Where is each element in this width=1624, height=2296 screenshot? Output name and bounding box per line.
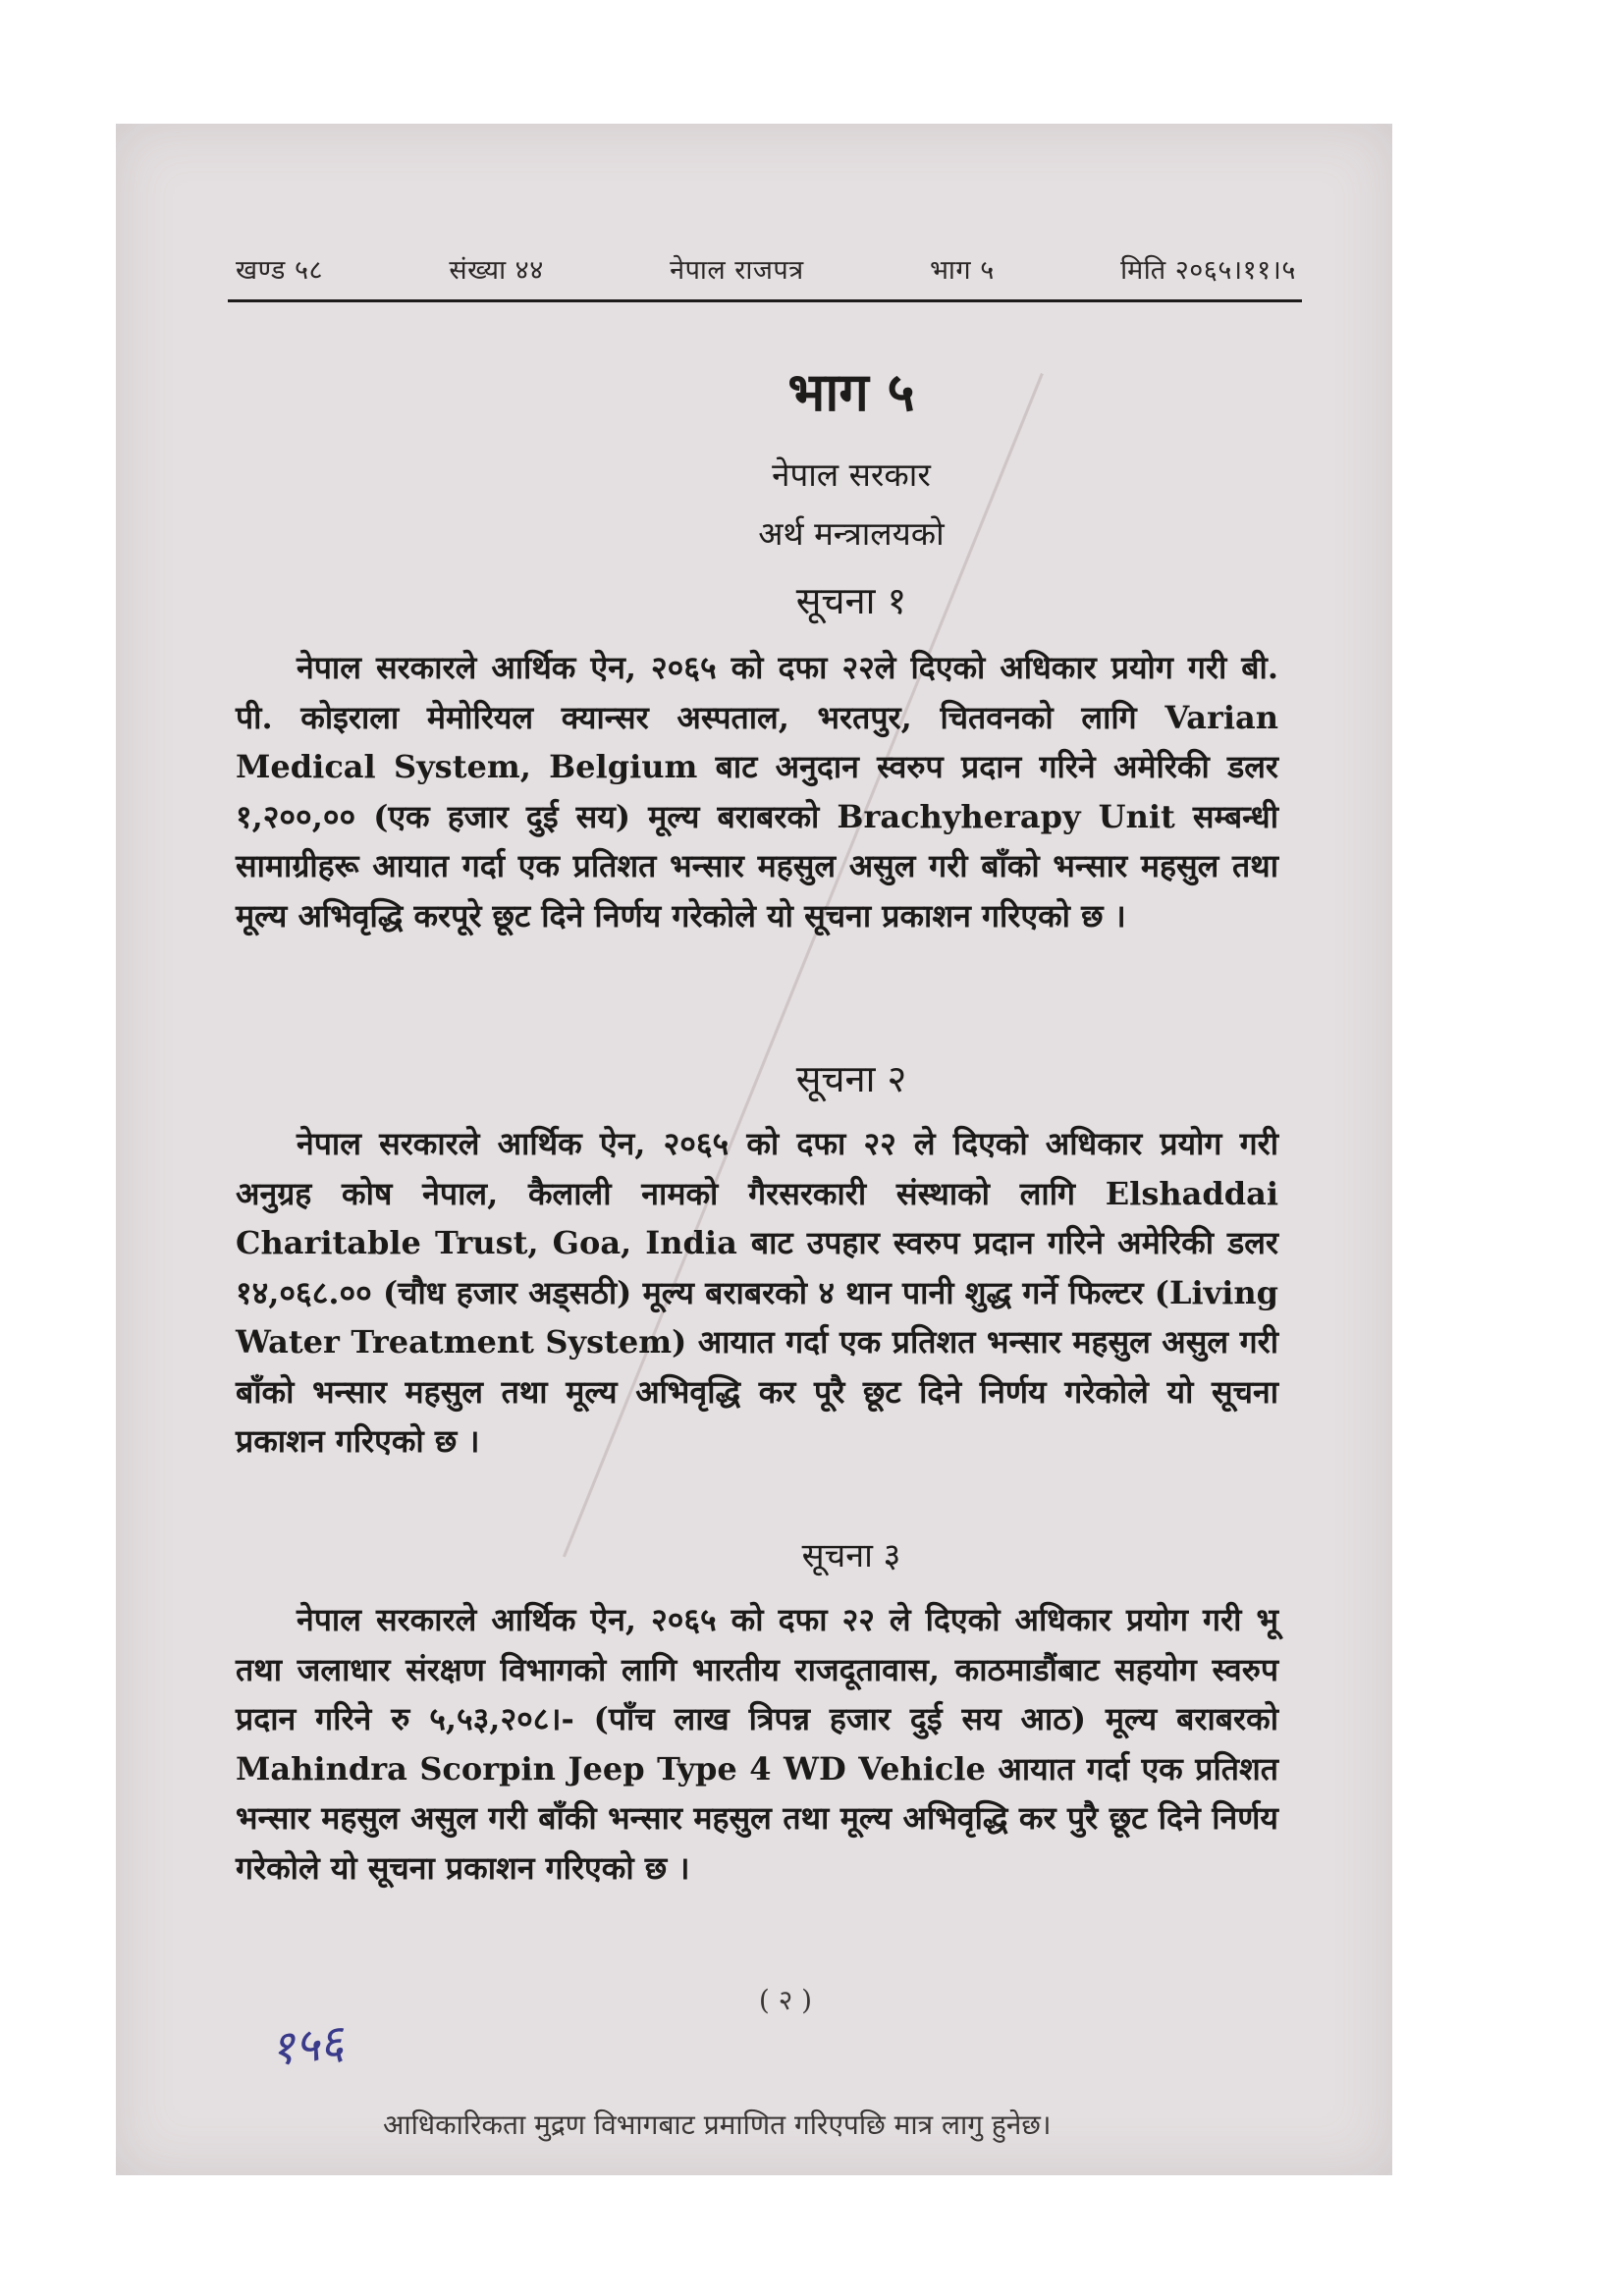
header-part: भाग ५: [929, 255, 995, 286]
running-header: [236, 250, 1296, 287]
notice-3-body: नेपाल सरकारले आर्थिक ऐन, २०६५ को दफा २२ ले दिएको अधिकार प्रयोग गरी भू तथा जलाधार संरक्षण विभागको लागि भारतीय राजदूतावास, काठमाडौंबाट सहयोग स्वरुप प्रदान गरिने रु ५,५३,२०८।- (पाँच लाख त्रिपन्न हजार दुई सय आठ) मूल्य बराबरको Mahindra Scorpin Jeep Type 4 WD Vehicle आयात गर्दा एक प्रतिशत भन्सार महसुल असुल गरी बाँकी भन्सार महसुल तथा मूल्य अभिवृद्धि कर पुरै छूट दिने निर्णय गरेकोले यो सूचना प्रकाशन गरिएको छ ।: [236, 1601, 1278, 1887]
part-title: भाग ५: [787, 360, 915, 423]
header-date: मिति २०६५।११।५: [1120, 255, 1296, 286]
page-number: ( २ ): [758, 1984, 813, 2016]
notice-1-body: नेपाल सरकारले आर्थिक ऐन, २०६५ को दफा २२ले दिएको अधिकार प्रयोग गरी बी. पी. कोइराला मेमोरियल क्यान्सर अस्पताल, भरतपुर, चितवनको लागि Varian Medical System, Belgium बाट अनुदान स्वरुप प्रदान गरिने अमेरिकी डलर १,२००,०० (एक हजार दुई सय) मूल्य बराबरको Brachyherapy Unit सम्बन्धी सामाग्रीहरू आयात गर्दा एक प्रतिशत भन्सार महसुल असुल गरी बाँको भन्सार महसुल तथा मूल्य अभिवृद्धि करपूरे छूट दिने निर्णय गरेकोले यो सूचना प्रकाशन गरिएको छ ।: [236, 649, 1278, 934]
notice-3-title: सूचना ३: [801, 1536, 901, 1575]
handwritten-note: १५६: [267, 2014, 347, 2077]
header-number: संख्या ४४: [449, 255, 544, 286]
ministry-heading: अर्थ मन्त्रालयको: [758, 514, 945, 553]
footer-note: आधिकारिकता मुद्रण विभागबाट प्रमाणित गरिएपछि मात्र लागु हुनेछ।: [383, 2109, 1052, 2141]
header-publication: नेपाल राजपत्र: [670, 255, 804, 286]
notice-1-title: सूचना १: [795, 579, 907, 622]
government-heading: नेपाल सरकार: [772, 455, 931, 494]
header-volume: खण्ड ५८: [236, 255, 324, 286]
notice-2-title: सूचना २: [795, 1057, 907, 1100]
header-divider: [228, 299, 1302, 302]
notice-2-body: नेपाल सरकारले आर्थिक ऐन, २०६५ को दफा २२ ले दिएको अधिकार प्रयोग गरी अनुग्रह कोष नेपाल, कैलाली नामको गैरसरकारी संस्थाको लागि Elshaddai Charitable Trust, Goa, India बाट उपहार स्वरुप प्रदान गरिने अमेरिकी डलर १४,०६८.०० (चौध हजार अड्सठी) मूल्य बराबरको ४ थान पानी शुद्ध गर्ने फिल्टर (Living Water Treatment System) आयात गर्दा एक प्रतिशत भन्सार महसुल असुल गरी बाँको भन्सार महसुल तथा मूल्य अभिवृद्धि कर पूरै छूट दिने निर्णय गरेकोले यो सूचना प्रकाशन गरिएको छ ।: [236, 1125, 1278, 1460]
